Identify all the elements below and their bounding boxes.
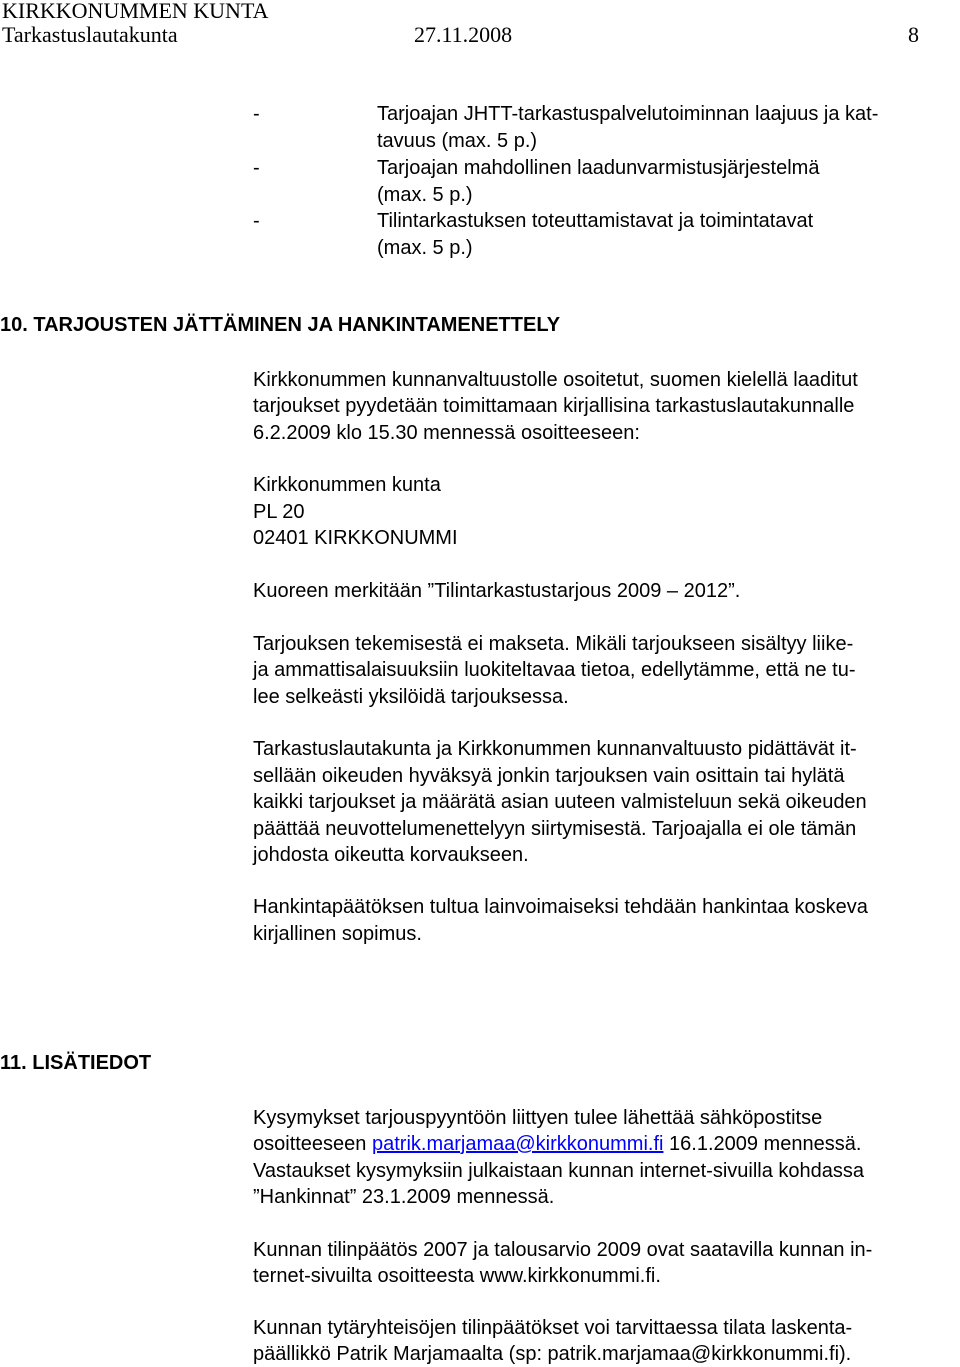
paragraph-line: kirjallinen sopimus. bbox=[253, 923, 422, 945]
paragraph-line: ja ammattisalaisuuksiin luokiteltavaa tietoa, edellytämme, että ne tu- bbox=[253, 659, 856, 681]
paragraph-line: Kunnan tilinpäätös 2007 ja talousarvio 2009 ovat saatavilla kunnan in- bbox=[253, 1239, 873, 1261]
paragraph-line: Tarjouksen tekemisestä ei makseta. Mikäli tarjoukseen sisältyy liike- bbox=[253, 633, 854, 655]
paragraph-line: ”Hankinnat” 23.1.2009 mennessä. bbox=[253, 1186, 555, 1208]
list-item-line: tavuus (max. 5 p.) bbox=[377, 130, 538, 152]
organization-name: KIRKKONUMMEN KUNTA bbox=[2, 0, 269, 23]
paragraph-line: Hankintapäätöksen tultua lainvoimaiseksi tehdään hankintaa koskeva bbox=[253, 896, 868, 918]
paragraph-line bbox=[253, 1131, 861, 1157]
list-item-line: Tarjoajan mahdollinen laadunvarmistusjärjestelmä bbox=[377, 157, 820, 179]
address-line: PL 20 bbox=[253, 501, 305, 523]
paragraph-line: Kunnan tytäryhteisöjen tilinpäätökset voi tarvittaessa tilata laskenta- bbox=[253, 1317, 853, 1339]
list-dash: - bbox=[253, 157, 260, 179]
paragraph-line: lee selkeästi yksilöidä tarjouksessa. bbox=[253, 686, 569, 708]
document-date: 27.11.2008 bbox=[414, 22, 513, 47]
address-line: Kirkkonummen kunta bbox=[253, 474, 441, 496]
paragraph-line: Tarkastuslautakunta ja Kirkkonummen kunnanvaltuusto pidättävät it- bbox=[253, 738, 857, 760]
paragraph-line: päättää neuvottelumenettelyyn siirtymisestä. Tarjoajalla ei ole tämän bbox=[253, 818, 857, 840]
text-segment: 16.1.2009 mennessä. bbox=[663, 1133, 862, 1155]
page-number: 8 bbox=[908, 22, 919, 47]
paragraph-line: tarjoukset pyydetään toimittamaan kirjallisina tarkastuslautakunnalle bbox=[253, 395, 855, 417]
envelope-marking: Kuoreen merkitään ”Tilintarkastustarjous 2009 – 2012”. bbox=[253, 580, 741, 602]
list-item-line: (max. 5 p.) bbox=[377, 237, 473, 259]
address-line: 02401 KIRKKONUMMI bbox=[253, 527, 458, 549]
paragraph-line: 6.2.2009 klo 15.30 mennessä osoitteeseen: bbox=[253, 422, 640, 444]
list-item-line: (max. 5 p.) bbox=[377, 184, 473, 206]
paragraph-line: Kysymykset tarjouspyyntöön liittyen tulee lähettää sähköpostitse bbox=[253, 1107, 823, 1129]
board-name: Tarkastuslautakunta bbox=[2, 22, 178, 47]
paragraph-line: päällikkö Patrik Marjamaalta (sp: patrik.marjamaa@kirkkonummi.fi). bbox=[253, 1343, 852, 1365]
email-link[interactable]: patrik.marjamaa@kirkkonummi.fi bbox=[371, 1133, 664, 1155]
paragraph-line: Vastaukset kysymyksiin julkaistaan kunnan internet-sivuilla kohdassa bbox=[253, 1160, 865, 1182]
text-segment: osoitteeseen bbox=[253, 1133, 372, 1155]
paragraph-line: johdosta oikeutta korvaukseen. bbox=[253, 844, 529, 866]
list-dash: - bbox=[253, 103, 260, 125]
list-item-line: Tarjoajan JHTT-tarkastuspalvelutoiminnan laajuus ja kat- bbox=[377, 103, 879, 125]
list-item-line: Tilintarkastuksen toteuttamistavat ja toimintatavat bbox=[377, 210, 814, 232]
list-dash: - bbox=[253, 210, 260, 232]
paragraph-line: Kirkkonummen kunnanvaltuustolle osoitetut, suomen kielellä laaditut bbox=[253, 369, 858, 391]
paragraph-line: ternet-sivuilta osoitteesta www.kirkkonummi.fi. bbox=[253, 1265, 661, 1287]
paragraph-line: kaikki tarjoukset ja määrätä asian uuteen valmisteluun sekä oikeuden bbox=[253, 791, 867, 813]
section-10-heading: 10. TARJOUSTEN JÄTTÄMINEN JA HANKINTAMENETTELY bbox=[0, 314, 561, 336]
section-11-heading: 11. LISÄTIEDOT bbox=[0, 1052, 152, 1074]
paragraph-line: sellään oikeuden hyväksyä jonkin tarjouksen vain osittain tai hylätä bbox=[253, 765, 845, 787]
header-line bbox=[2, 24, 922, 46]
